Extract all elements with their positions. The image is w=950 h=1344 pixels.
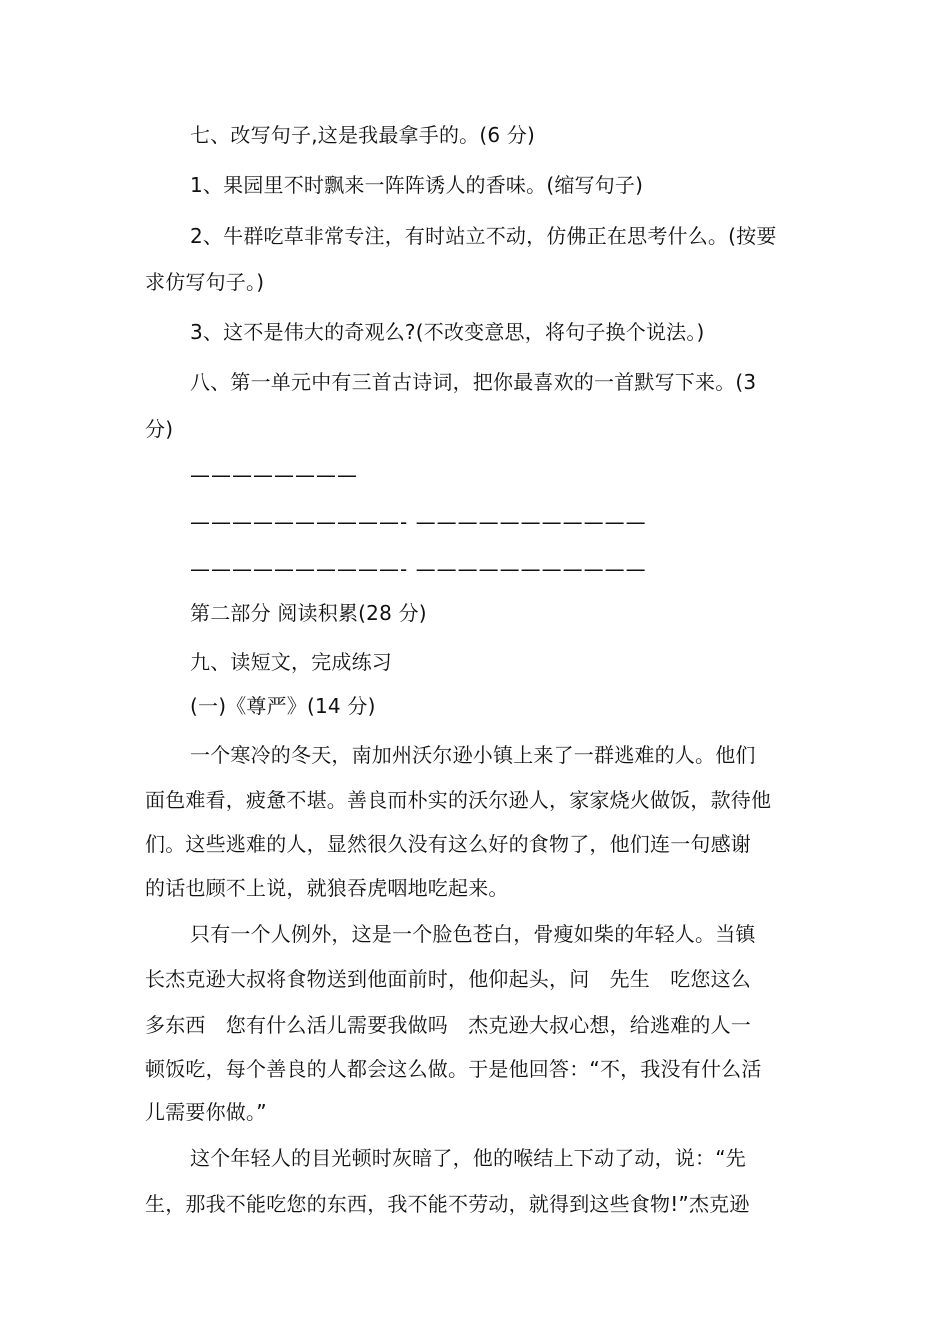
passage-p2-line-4: 顿饭吃，每个善良的人都会这么做。于是他回答：“不，我没有什么活 <box>145 1057 762 1081</box>
passage-p1-line-1: 一个寒冷的冬天，南加州沃尔逊小镇上来了一群逃难的人。他们 <box>190 743 756 767</box>
q8-title-line-1: 八、第一单元中有三首古诗词，把你最喜欢的一首默写下来。(3 <box>190 370 757 394</box>
q9-title: 九、读短文，完成练习 <box>190 650 392 674</box>
passage-p1-line-2: 面色难看，疲惫不堪。善良而朴实的沃尔逊人，家家烧火做饭，款待他 <box>145 788 772 812</box>
answer-blank-2: ——————————- ——————————— <box>190 510 647 534</box>
passage-p2-line-2: 长杰克逊大叔将食物送到他面前时，他仰起头，问 先生 吃您这么 <box>145 967 751 991</box>
passage-p1-line-4: 的话也顾不上说，就狼吞虎咽地吃起来。 <box>145 876 509 900</box>
q7-title: 七、改写句子,这是我最拿手的。(6 分) <box>190 123 536 147</box>
passage-p2-line-3: 多东西 您有什么活儿需要我做吗 杰克逊大叔心想，给逃难的人一 <box>145 1013 751 1037</box>
passage-p3-line-2: 生，那我不能吃您的东西，我不能不劳动，就得到这些食物!”杰克逊 <box>145 1192 750 1216</box>
q7-item-3: 3、这不是伟大的奇观么?(不改变意思，将句子换个说法。) <box>190 320 705 344</box>
answer-blank-1: ———————— <box>190 463 358 487</box>
passage-p1-line-3: 们。这些逃难的人，显然很久没有这么好的食物了，他们连一句感谢 <box>145 832 751 856</box>
q7-item-2-line-1: 2、牛群吃草非常专注，有时站立不动，仿佛正在思考什么。(按要 <box>190 224 777 248</box>
passage-title: (一)《尊严》(14 分) <box>190 694 376 718</box>
passage-p2-line-5: 儿需要你做。” <box>145 1100 267 1124</box>
part-2-title: 第二部分 阅读积累(28 分) <box>190 601 427 625</box>
passage-p3-line-1: 这个年轻人的目光顿时灰暗了，他的喉结上下动了动，说：“先 <box>190 1146 746 1170</box>
q7-item-1: 1、果园里不时飘来一阵阵诱人的香味。(缩写句子) <box>190 173 644 197</box>
q7-item-2-line-2: 求仿写句子。) <box>145 270 265 294</box>
answer-blank-3: ——————————- ——————————— <box>190 557 647 581</box>
q8-title-line-2: 分) <box>145 417 174 441</box>
passage-p2-line-1: 只有一个人例外，这是一个脸色苍白，骨瘦如柴的年轻人。当镇 <box>190 922 756 946</box>
